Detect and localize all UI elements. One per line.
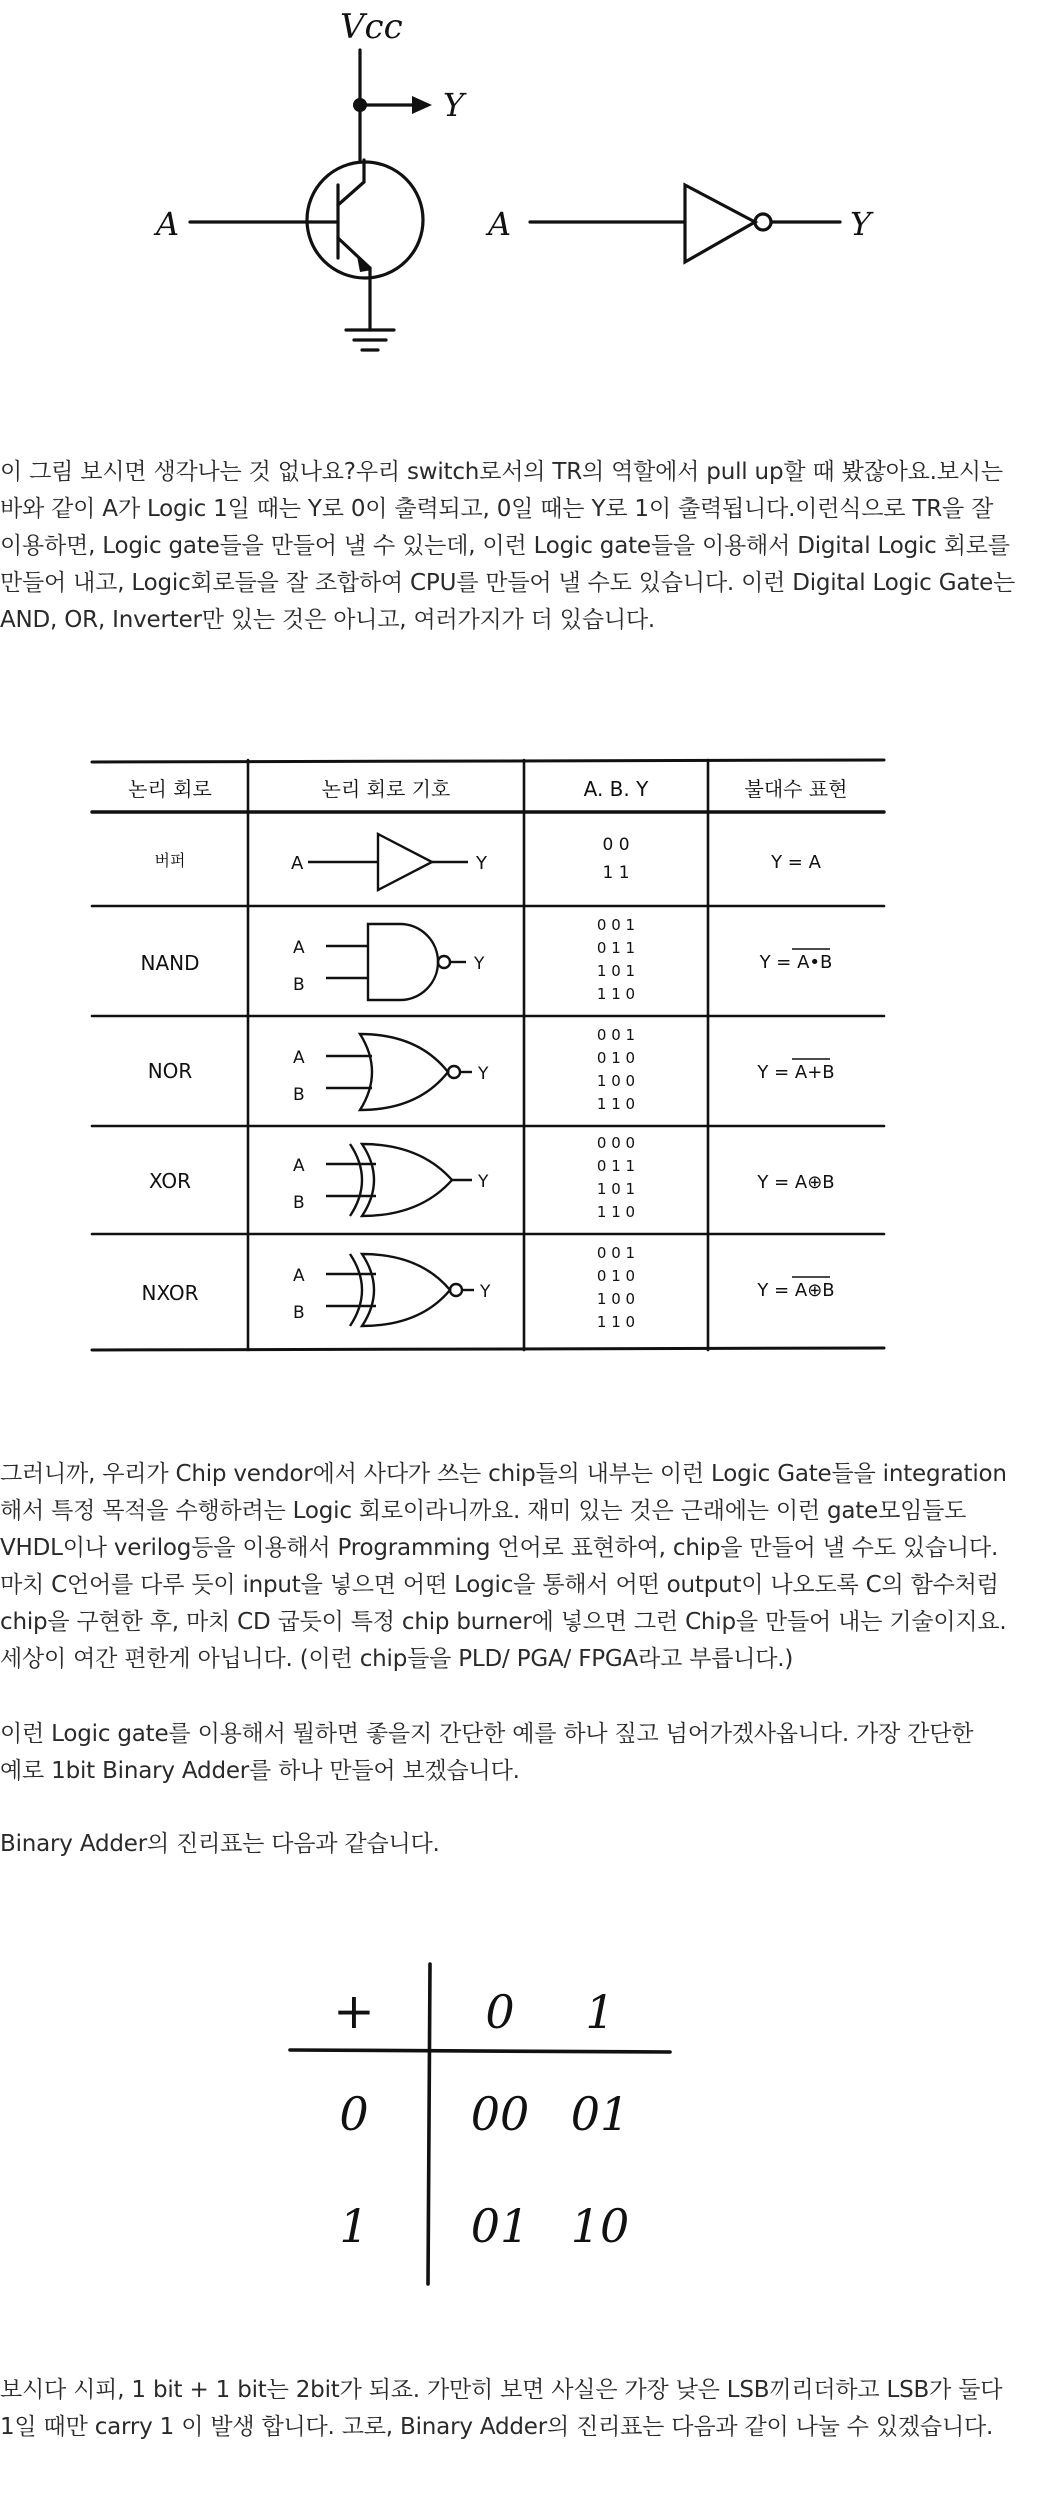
- y-output-label: Y: [443, 86, 465, 124]
- output-y-label: Y: [478, 1064, 489, 1084]
- truth-row: 0 1 0: [596, 1049, 636, 1067]
- input-b-label: B: [293, 1303, 305, 1323]
- corner-plus: +: [333, 1982, 375, 2040]
- paragraph-1: [0, 454, 1052, 639]
- text-line: 세상이 여간 편한게 아닙니다. (이런 chip들을 PLD/ PGA/ FPGA라고 부릅니다.): [0, 1646, 794, 1672]
- a-input-label-2: A: [488, 205, 512, 243]
- text-line: 보시다 시피, 1 bit + 1 bit는 2bit가 되죠. 가만히 보면 사실은 가장 낮은 LSB끼리더하고 LSB가 둘다: [0, 2377, 1003, 2403]
- text-line: 이용하면, Logic gate들을 만들어 낼 수 있는데, 이런 Logic gate들을 이용해서 Digital Logic 회로를: [0, 533, 1010, 559]
- truth-row: 1 0 1: [596, 1180, 636, 1198]
- text-line: 1일 때만 carry 1 이 발생 합니다. 고로, Binary Adder의 진리표는 다음과 같이 나눌 수 있겠습니다.: [0, 2414, 994, 2440]
- output-y-label: Y: [478, 1172, 489, 1192]
- truth-row: 0 0 0: [596, 1134, 636, 1152]
- a-input-label: A: [156, 205, 180, 243]
- row-header: 1: [339, 2199, 369, 2253]
- text-line: 만들어 내고, Logic회로들을 잘 조합하여 CPU를 만들어 낼 수도 있습니다. 이런 Digital Logic Gate는: [0, 570, 1016, 596]
- gate-name-nxor: NXOR: [141, 1281, 199, 1305]
- input-b-label: B: [293, 1193, 305, 1213]
- vcc-label: Vcc: [340, 7, 403, 47]
- gate-name-xor: XOR: [148, 1169, 192, 1193]
- row-header: 0: [339, 2087, 369, 2141]
- table-cell: 01: [470, 2199, 530, 2253]
- text-line: 마치 C언어를 다루 듯이 input을 넣으면 어떤 Logic을 통해서 어떤 output이 나오도록 C의 함수처럼: [0, 1572, 999, 1598]
- text-line: 이 그림 보시면 생각나는 것 없나요?우리 switch로서의 TR의 역할에서 pull up할 때 봤잖아요.보시는: [0, 459, 1003, 485]
- buffer-gate-symbol: [308, 834, 468, 890]
- input-b-label: B: [293, 975, 305, 995]
- truth-row: 1 0 0: [596, 1290, 636, 1308]
- table-cell: 00: [470, 2087, 530, 2141]
- truth-row: 0 0: [602, 835, 630, 855]
- boolean-expr: Y = A⊕B: [757, 1280, 835, 1301]
- boolean-expr: Y = A•B: [759, 952, 833, 973]
- input-a-label: A: [291, 853, 304, 874]
- truth-row: 1 1 0: [596, 1203, 636, 1221]
- truth-row: 0 1 0: [596, 1267, 636, 1285]
- boolean-expr: Y = A: [771, 852, 821, 873]
- paragraph-5: [0, 2372, 1052, 2446]
- paragraph-3: [0, 1716, 1052, 1790]
- transistor-inverter-figure: [150, 0, 910, 370]
- truth-row: 1 0 1: [596, 962, 636, 980]
- header-circuit: 논리 회로: [128, 777, 212, 801]
- truth-row: 0 1 1: [596, 1157, 636, 1175]
- output-y-label: Y: [474, 954, 485, 974]
- nand-gate-symbol: [326, 924, 466, 1000]
- col-header: 1: [585, 1985, 615, 2039]
- text-line: chip을 구현한 후, 마치 CD 굽듯이 특정 chip burner에 넣으면 그런 Chip을 만들어 내는 기술이지요.: [0, 1609, 1007, 1635]
- nxor-gate-symbol: [326, 1254, 474, 1326]
- truth-row: 1 1 0: [596, 985, 636, 1003]
- table-cell: 01: [570, 2087, 630, 2141]
- boolean-expr: Y = A⊕B: [757, 1172, 835, 1193]
- truth-row: 1 1 0: [596, 1095, 636, 1113]
- input-a-label: A: [293, 1048, 305, 1068]
- header-truth: A. B. Y: [583, 777, 649, 801]
- header-symbol: 논리 회로 기호: [321, 777, 451, 801]
- y-output-label-2: Y: [850, 205, 872, 243]
- text-line: 예로 1bit Binary Adder를 하나 만들어 보겠습니다.: [0, 1758, 520, 1784]
- text-line: AND, OR, Inverter만 있는 것은 아니고, 여러가지가 더 있습니다.: [0, 607, 655, 633]
- xor-gate-symbol: [326, 1144, 472, 1216]
- output-y-label: Y: [476, 853, 487, 874]
- input-b-label: B: [293, 1085, 305, 1105]
- gate-name-nor: NOR: [147, 1059, 193, 1083]
- truth-row: 0 0 1: [596, 916, 636, 934]
- input-a-label: A: [293, 1156, 305, 1176]
- binary-adder-table: [270, 1958, 690, 2298]
- truth-row: 0 1 1: [596, 939, 636, 957]
- input-a-label: A: [293, 938, 305, 958]
- boolean-expr: Y = A+B: [757, 1062, 835, 1083]
- truth-row: 0 0 1: [596, 1026, 636, 1044]
- paragraph-2: [0, 1456, 1052, 1678]
- logic-gate-table: [88, 750, 888, 1360]
- truth-row: 1 1: [602, 863, 630, 883]
- table-cell: 10: [570, 2199, 630, 2253]
- col-header: 0: [485, 1985, 515, 2039]
- text-line: 바와 같이 A가 Logic 1일 때는 Y로 0이 출력되고, 0일 때는 Y로 1이 출력됩니다.이런식으로 TR을 잘: [0, 496, 994, 522]
- text-line: Binary Adder의 진리표는 다음과 같습니다.: [0, 1831, 440, 1857]
- gate-name-nand: NAND: [140, 951, 200, 975]
- truth-row: 1 0 0: [596, 1072, 636, 1090]
- output-y-label: Y: [480, 1282, 491, 1302]
- paragraph-4: [0, 1826, 1052, 1863]
- text-line: 그러니까, 우리가 Chip vendor에서 사다가 쓰는 chip들의 내부는 이런 Logic Gate들을 integration: [0, 1461, 1007, 1487]
- text-line: 해서 특정 목적을 수행하려는 Logic 회로이라니까요. 재미 있는 것은 근래에는 이런 gate모임들도: [0, 1498, 967, 1524]
- truth-row: 0 0 1: [596, 1244, 636, 1262]
- text-line: 이런 Logic gate를 이용해서 뭘하면 좋을지 간단한 예를 하나 짚고 넘어가겠사옵니다. 가장 간단한: [0, 1721, 974, 1747]
- gate-name-buffer: 버퍼: [154, 851, 186, 870]
- truth-row: 1 1 0: [596, 1313, 636, 1331]
- text-line: VHDL이나 verilog등을 이용해서 Programming 언어로 표현하여, chip을 만들어 낼 수도 있습니다.: [0, 1535, 999, 1561]
- nor-gate-symbol: [326, 1034, 472, 1110]
- header-boolean: 불대수 표현: [744, 777, 848, 801]
- input-a-label: A: [293, 1266, 305, 1286]
